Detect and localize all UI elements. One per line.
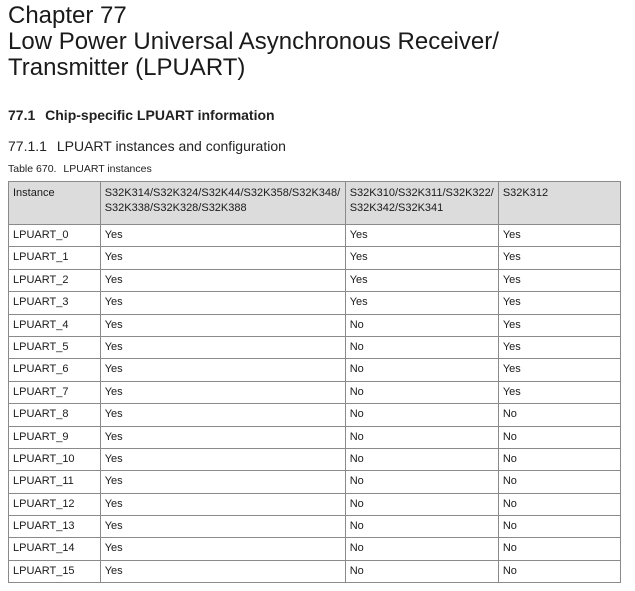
table-row xyxy=(9,471,621,493)
cell-group-a: Yes xyxy=(100,269,345,291)
cell-instance: LPUART_13 xyxy=(9,516,101,538)
table-row xyxy=(9,493,621,515)
cell-group-b: No xyxy=(345,493,498,515)
cell-s32k312: No xyxy=(498,560,620,582)
table-caption-title: LPUART instances xyxy=(63,163,152,175)
cell-s32k312: No xyxy=(498,538,620,560)
chapter-heading xyxy=(8,3,628,81)
cell-group-a: Yes xyxy=(100,336,345,358)
section-heading xyxy=(8,107,275,123)
cell-instance: LPUART_4 xyxy=(9,314,101,336)
subsection-title: LPUART instances and configuration xyxy=(56,138,286,154)
cell-group-b: Yes xyxy=(345,225,498,247)
cell-group-a: Yes xyxy=(100,560,345,582)
cell-group-a: Yes xyxy=(100,381,345,403)
cell-group-b: No xyxy=(345,560,498,582)
table-row xyxy=(9,269,621,291)
cell-s32k312: Yes xyxy=(498,225,620,247)
cell-instance: LPUART_2 xyxy=(9,269,101,291)
cell-s32k312: No xyxy=(498,448,620,470)
cell-group-b: No xyxy=(345,314,498,336)
column-header-group-b: S32K310/S32K311/S32K322/ S32K342/S32K341 xyxy=(345,182,498,225)
section-title: Chip-specific LPUART information xyxy=(45,107,275,123)
cell-instance: LPUART_7 xyxy=(9,381,101,403)
cell-instance: LPUART_8 xyxy=(9,404,101,426)
cell-instance: LPUART_6 xyxy=(9,359,101,381)
column-header-s32k312: S32K312 xyxy=(498,182,620,225)
cell-group-b: No xyxy=(345,381,498,403)
cell-s32k312: No xyxy=(498,471,620,493)
cell-group-a: Yes xyxy=(100,404,345,426)
cell-group-a: Yes xyxy=(100,314,345,336)
subsection-heading xyxy=(8,138,286,154)
cell-group-a: Yes xyxy=(100,516,345,538)
table-row xyxy=(9,381,621,403)
chapter-title-line-1: Low Power Universal Asynchronous Receiver/ xyxy=(8,28,499,55)
cell-group-b: No xyxy=(345,516,498,538)
table-row xyxy=(9,516,621,538)
cell-s32k312: Yes xyxy=(498,247,620,269)
cell-group-b: No xyxy=(345,448,498,470)
cell-group-b: No xyxy=(345,336,498,358)
cell-group-a: Yes xyxy=(100,538,345,560)
table-row xyxy=(9,359,621,381)
cell-group-a: Yes xyxy=(100,225,345,247)
cell-instance: LPUART_0 xyxy=(9,225,101,247)
cell-group-b: No xyxy=(345,359,498,381)
cell-instance: LPUART_10 xyxy=(9,448,101,470)
cell-instance: LPUART_15 xyxy=(9,560,101,582)
table-row xyxy=(9,448,621,470)
table-row xyxy=(9,404,621,426)
table-caption xyxy=(8,163,152,175)
table-row xyxy=(9,560,621,582)
cell-group-b: Yes xyxy=(345,247,498,269)
table-row xyxy=(9,314,621,336)
cell-s32k312: Yes xyxy=(498,269,620,291)
cell-group-b: Yes xyxy=(345,292,498,314)
cell-group-a: Yes xyxy=(100,359,345,381)
table-row xyxy=(9,247,621,269)
section-number: 77.1 xyxy=(8,107,36,123)
lpuart-instances-table xyxy=(8,181,621,583)
cell-s32k312: Yes xyxy=(498,359,620,381)
table-body xyxy=(9,225,621,583)
table-row xyxy=(9,426,621,448)
cell-instance: LPUART_5 xyxy=(9,336,101,358)
table-header-row xyxy=(9,182,621,225)
chapter-number: Chapter 77 xyxy=(8,2,127,29)
cell-group-b: No xyxy=(345,538,498,560)
cell-s32k312: Yes xyxy=(498,381,620,403)
cell-s32k312: Yes xyxy=(498,292,620,314)
cell-s32k312: Yes xyxy=(498,336,620,358)
cell-group-a: Yes xyxy=(100,247,345,269)
subsection-number: 77.1.1 xyxy=(8,138,47,154)
cell-instance: LPUART_12 xyxy=(9,493,101,515)
cell-group-a: Yes xyxy=(100,493,345,515)
cell-s32k312: Yes xyxy=(498,314,620,336)
cell-group-b: Yes xyxy=(345,269,498,291)
cell-s32k312: No xyxy=(498,426,620,448)
cell-s32k312: No xyxy=(498,404,620,426)
cell-group-b: No xyxy=(345,426,498,448)
cell-group-a: Yes xyxy=(100,448,345,470)
cell-s32k312: No xyxy=(498,516,620,538)
cell-instance: LPUART_1 xyxy=(9,247,101,269)
cell-group-a: Yes xyxy=(100,426,345,448)
cell-instance: LPUART_9 xyxy=(9,426,101,448)
cell-instance: LPUART_3 xyxy=(9,292,101,314)
cell-group-b: No xyxy=(345,471,498,493)
cell-group-b: No xyxy=(345,404,498,426)
table-caption-number: Table 670. xyxy=(8,163,57,175)
column-header-instance: Instance xyxy=(9,182,101,225)
table-row xyxy=(9,292,621,314)
cell-s32k312: No xyxy=(498,493,620,515)
table-row xyxy=(9,538,621,560)
cell-instance: LPUART_11 xyxy=(9,471,101,493)
cell-group-a: Yes xyxy=(100,292,345,314)
chapter-title-line-2: Transmitter (LPUART) xyxy=(8,54,246,81)
table-row xyxy=(9,225,621,247)
cell-group-a: Yes xyxy=(100,471,345,493)
table-row xyxy=(9,336,621,358)
column-header-group-a: S32K314/S32K324/S32K44/S32K358/S32K348/ S32K338/S32K328/S32K388 xyxy=(100,182,345,225)
cell-instance: LPUART_14 xyxy=(9,538,101,560)
